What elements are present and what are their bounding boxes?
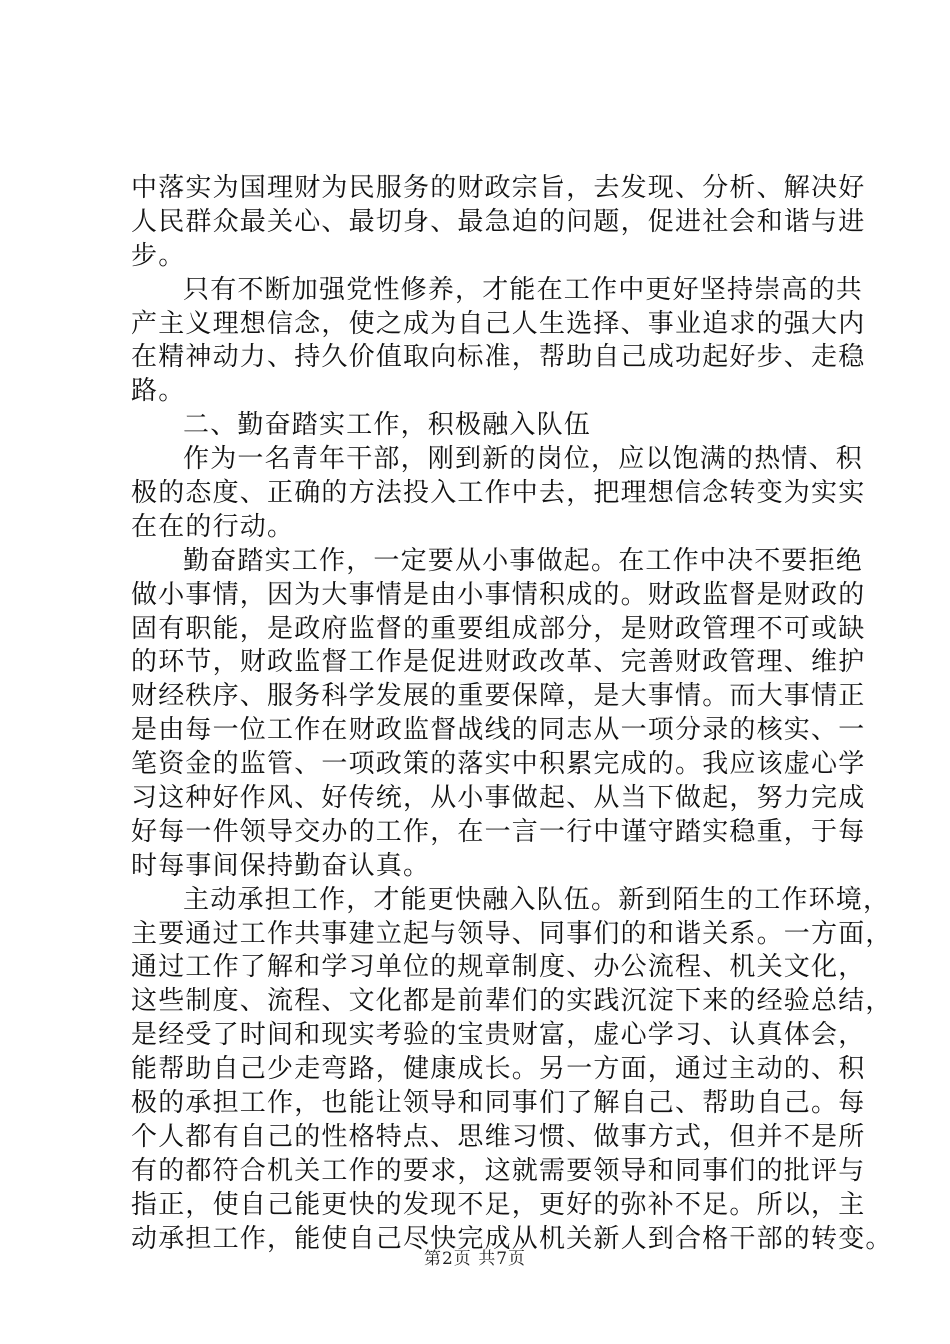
text-line: 笔资金的监管、一项政策的落实中积累完成的。我应该虚心学 (131, 749, 866, 780)
text-line: 有的都符合机关工作的要求，这就需要领导和同事们的批评与 (131, 1155, 866, 1186)
text-line: 财经秩序、服务科学发展的重要保障，是大事情。而大事情正 (131, 681, 866, 712)
text-line: 二、勤奋踏实工作，积极融入队伍 (183, 410, 592, 441)
text-line: 能帮助自己少走弯路，健康成长。另一方面，通过主动的、积 (131, 1054, 866, 1085)
text-line: 中落实为国理财为民服务的财政宗旨，去发现、分析、解决好 (131, 173, 866, 203)
text-line: 好每一件领导交办的工作，在一言一行中谨守踏实稳重，于每 (131, 816, 866, 847)
text-line: 的环节，财政监督工作是促进财政改革、完善财政管理、维护 (131, 647, 866, 678)
text-line: 这些制度、流程、文化都是前辈们的实践沉淀下来的经验总结， (131, 986, 893, 1017)
document-body (131, 172, 893, 1257)
text-line: 在在的行动。 (131, 511, 295, 542)
text-line: 指正，使自己能更快的发现不足，更好的弥补不足。所以，主 (131, 1189, 866, 1220)
text-line: 动承担工作，能使自己尽快完成从机关新人到合格干部的转变。 (131, 1223, 893, 1254)
text-line: 是经受了时间和现实考验的宝贵财富，虚心学习、认真体会， (131, 1020, 866, 1051)
text-line: 时每事间保持勤奋认真。 (131, 850, 431, 881)
text-line: 固有职能，是政府监督的重要组成部分，是财政管理不可或缺 (131, 613, 866, 644)
text-line: 产主义理想信念，使之成为自己人生选择、事业追求的强大内 (131, 308, 866, 339)
text-line: 习这种好作风、好传统，从小事做起、从当下做起，努力完成 (131, 783, 866, 814)
text-line: 只有不断加强党性修养，才能在工作中更好坚持崇高的共 (183, 274, 864, 305)
text-line: 是由每一位工作在财政监督战线的同志从一项分录的核实、一 (131, 715, 866, 746)
text-line: 在精神动力、持久价值取向标准，帮助自己成功起好步、走稳 (131, 342, 866, 373)
text-line: 主要通过工作共事建立起与领导、同事们的和谐关系。一方面， (131, 918, 893, 949)
text-line: 勤奋踏实工作，一定要从小事做起。在工作中决不要拒绝 (183, 545, 864, 576)
text-line: 路。 (131, 376, 186, 407)
text-line: 步。 (131, 240, 186, 271)
text-line: 主动承担工作，才能更快融入队伍。新到陌生的工作环境， (183, 884, 891, 915)
text-line: 个人都有自己的性格特点、思维习惯、做事方式，但并不是所 (131, 1121, 866, 1152)
text-line: 通过工作了解和学习单位的规章制度、办公流程、机关文化， (131, 952, 866, 983)
text-line: 作为一名青年干部，刚到新的岗位，应以饱满的热情、积 (183, 444, 864, 475)
text-line: 人民群众最关心、最切身、最急迫的问题，促进社会和谐与进 (131, 206, 866, 237)
text-line: 做小事情，因为大事情是由小事情积成的。财政监督是财政的 (131, 579, 866, 610)
text-line: 极的态度、正确的方法投入工作中去，把理想信念转变为实实 (131, 478, 866, 509)
page-footer: 第2页 共7页 (423, 1249, 527, 1269)
text-line: 极的承担工作，也能让领导和同事们了解自己、帮助自己。每 (131, 1088, 866, 1119)
